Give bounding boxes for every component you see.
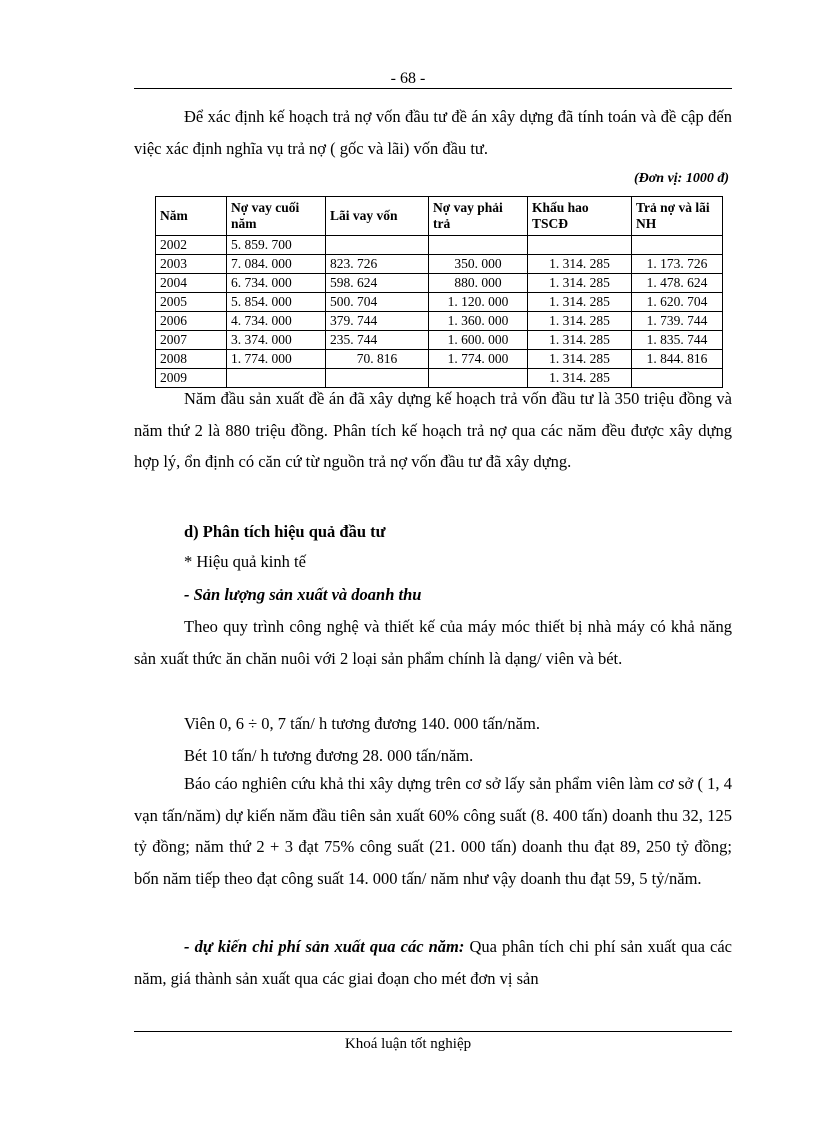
footer-text: Khoá luận tốt nghiệp bbox=[344, 1036, 472, 1052]
table-row bbox=[156, 331, 723, 350]
mash-capacity-line: Bét 10 tấn/ h tương đương 28. 000 tấn/năm. bbox=[184, 746, 474, 765]
page-number: - 68 - bbox=[390, 70, 426, 87]
cell-principal-due: 1. 120. 000 bbox=[429, 293, 528, 312]
cell-interest: 379. 744 bbox=[326, 312, 429, 331]
cell-year: 2003 bbox=[156, 255, 227, 274]
cost-paragraph bbox=[134, 931, 732, 994]
header-rule bbox=[134, 88, 732, 89]
cell-total-payment: 1. 620. 704 bbox=[632, 293, 723, 312]
cell-total-payment: 1. 739. 744 bbox=[632, 312, 723, 331]
cell-total-payment bbox=[632, 236, 723, 255]
cell-depreciation bbox=[528, 236, 632, 255]
col-header-loan-balance: Nợ vay cuối năm bbox=[227, 197, 326, 236]
cell-principal-due bbox=[429, 236, 528, 255]
cell-interest: 823. 726 bbox=[326, 255, 429, 274]
cell-loan-balance: 5. 854. 000 bbox=[227, 293, 326, 312]
cell-year: 2008 bbox=[156, 350, 227, 369]
feasibility-paragraph: Báo cáo nghiên cứu khả thi xây dựng trên cơ sở lấy sản phẩm viên làm cơ sở ( 1, 4 vạn tấn/năm) dự kiến năm đầu tiên sản xuất 60% công suất (8. 400 tấn) doanh thu 32, 125 tỷ đồng; năm thứ 2 + 3 đạt 75% công suất (21. 000 tấn) doanh thu đạt 89, 250 tỷ đồng; bốn năm tiếp theo đạt công suất 14. 000 tấn/ năm như vậy doanh thu đạt 59, 5 tỷ/năm. bbox=[134, 774, 732, 888]
cell-interest: 598. 624 bbox=[326, 274, 429, 293]
subheading-output-revenue: - Sản lượng sản xuất và doanh thu bbox=[184, 585, 422, 604]
cost-text: Qua phân tích chi phí sản xuất qua các năm, giá thành sản xuất qua các giai đoạn cho mét đơn vị sản bbox=[134, 937, 732, 988]
cell-year: 2002 bbox=[156, 236, 227, 255]
cell-total-payment: 1. 478. 624 bbox=[632, 274, 723, 293]
cell-depreciation: 1. 314. 285 bbox=[528, 274, 632, 293]
process-paragraph: Theo quy trình công nghệ và thiết kế của máy móc thiết bị nhà máy có khả năng sản xuất thức ăn chăn nuôi với 2 loại sản phẩm chính là dạng/ viên và bét. bbox=[134, 617, 732, 668]
cell-year: 2004 bbox=[156, 274, 227, 293]
after-table-paragraph: Năm đầu sản xuất đề án đã xây dựng kế hoạch trả vốn đầu tư là 350 triệu đồng và năm thứ 2 là 880 triệu đồng. Phân tích kế hoạch trả nợ qua các năm đều được xây dựng hợp lý, ổn định có căn cứ từ nguồn trả nợ vốn đầu tư đã xây dựng. bbox=[134, 389, 732, 471]
cell-year: 2009 bbox=[156, 369, 227, 388]
cell-loan-balance: 3. 374. 000 bbox=[227, 331, 326, 350]
debt-repayment-table bbox=[155, 196, 723, 388]
section-heading-d: d) Phân tích hiệu quả đầu tư bbox=[184, 522, 386, 541]
cell-depreciation: 1. 314. 285 bbox=[528, 312, 632, 331]
cell-year: 2007 bbox=[156, 331, 227, 350]
cell-principal-due: 880. 000 bbox=[429, 274, 528, 293]
cell-loan-balance: 5. 859. 700 bbox=[227, 236, 326, 255]
cell-loan-balance: 1. 774. 000 bbox=[227, 350, 326, 369]
cell-depreciation: 1. 314. 285 bbox=[528, 293, 632, 312]
cell-loan-balance: 7. 084. 000 bbox=[227, 255, 326, 274]
col-header-year: Năm bbox=[156, 197, 227, 236]
subheading-economic-efficiency: * Hiệu quả kinh tế bbox=[184, 552, 306, 571]
cell-principal-due: 350. 000 bbox=[429, 255, 528, 274]
cell-loan-balance: 4. 734. 000 bbox=[227, 312, 326, 331]
pellet-capacity-line: Viên 0, 6 ÷ 0, 7 tấn/ h tương đương 140. 000 tấn/năm. bbox=[184, 714, 540, 733]
col-header-interest: Lãi vay vốn bbox=[326, 197, 429, 236]
cell-year: 2006 bbox=[156, 312, 227, 331]
table-row bbox=[156, 350, 723, 369]
cell-interest: 70. 816 bbox=[326, 350, 429, 369]
cell-principal-due: 1. 774. 000 bbox=[429, 350, 528, 369]
cost-label: - dự kiến chi phí sản xuất qua các năm: bbox=[184, 937, 465, 956]
table-row bbox=[156, 236, 723, 255]
cell-depreciation: 1. 314. 285 bbox=[528, 331, 632, 350]
col-header-principal-due: Nợ vay phải trả bbox=[429, 197, 528, 236]
unit-note: (Đơn vị: 1000 đ) bbox=[634, 171, 729, 186]
cell-interest bbox=[326, 236, 429, 255]
cell-total-payment: 1. 844. 816 bbox=[632, 350, 723, 369]
cell-depreciation: 1. 314. 285 bbox=[528, 350, 632, 369]
intro-paragraph: Để xác định kế hoạch trả nợ vốn đầu tư đề án xây dựng đã tính toán và đề cập đến việc xác định nghĩa vụ trả nợ ( gốc và lãi) vốn đầu tư. bbox=[134, 107, 732, 158]
col-header-depreciation: Khấu hao TSCĐ bbox=[528, 197, 632, 236]
col-header-total-payment: Trả nợ và lãi NH bbox=[632, 197, 723, 236]
cell-year: 2005 bbox=[156, 293, 227, 312]
footer-rule bbox=[134, 1031, 732, 1032]
cell-depreciation: 1. 314. 285 bbox=[528, 255, 632, 274]
table-row bbox=[156, 293, 723, 312]
cell-interest: 235. 744 bbox=[326, 331, 429, 350]
cell-principal-due: 1. 600. 000 bbox=[429, 331, 528, 350]
cell-loan-balance: 6. 734. 000 bbox=[227, 274, 326, 293]
cell-total-payment: 1. 173. 726 bbox=[632, 255, 723, 274]
cell-total-payment: 1. 835. 744 bbox=[632, 331, 723, 350]
table-row bbox=[156, 274, 723, 293]
cell-principal-due: 1. 360. 000 bbox=[429, 312, 528, 331]
cell-depreciation: 1. 314. 285 bbox=[528, 369, 632, 388]
cell-interest: 500. 704 bbox=[326, 293, 429, 312]
table-row bbox=[156, 255, 723, 274]
table-row bbox=[156, 312, 723, 331]
table-header-row bbox=[156, 197, 723, 236]
